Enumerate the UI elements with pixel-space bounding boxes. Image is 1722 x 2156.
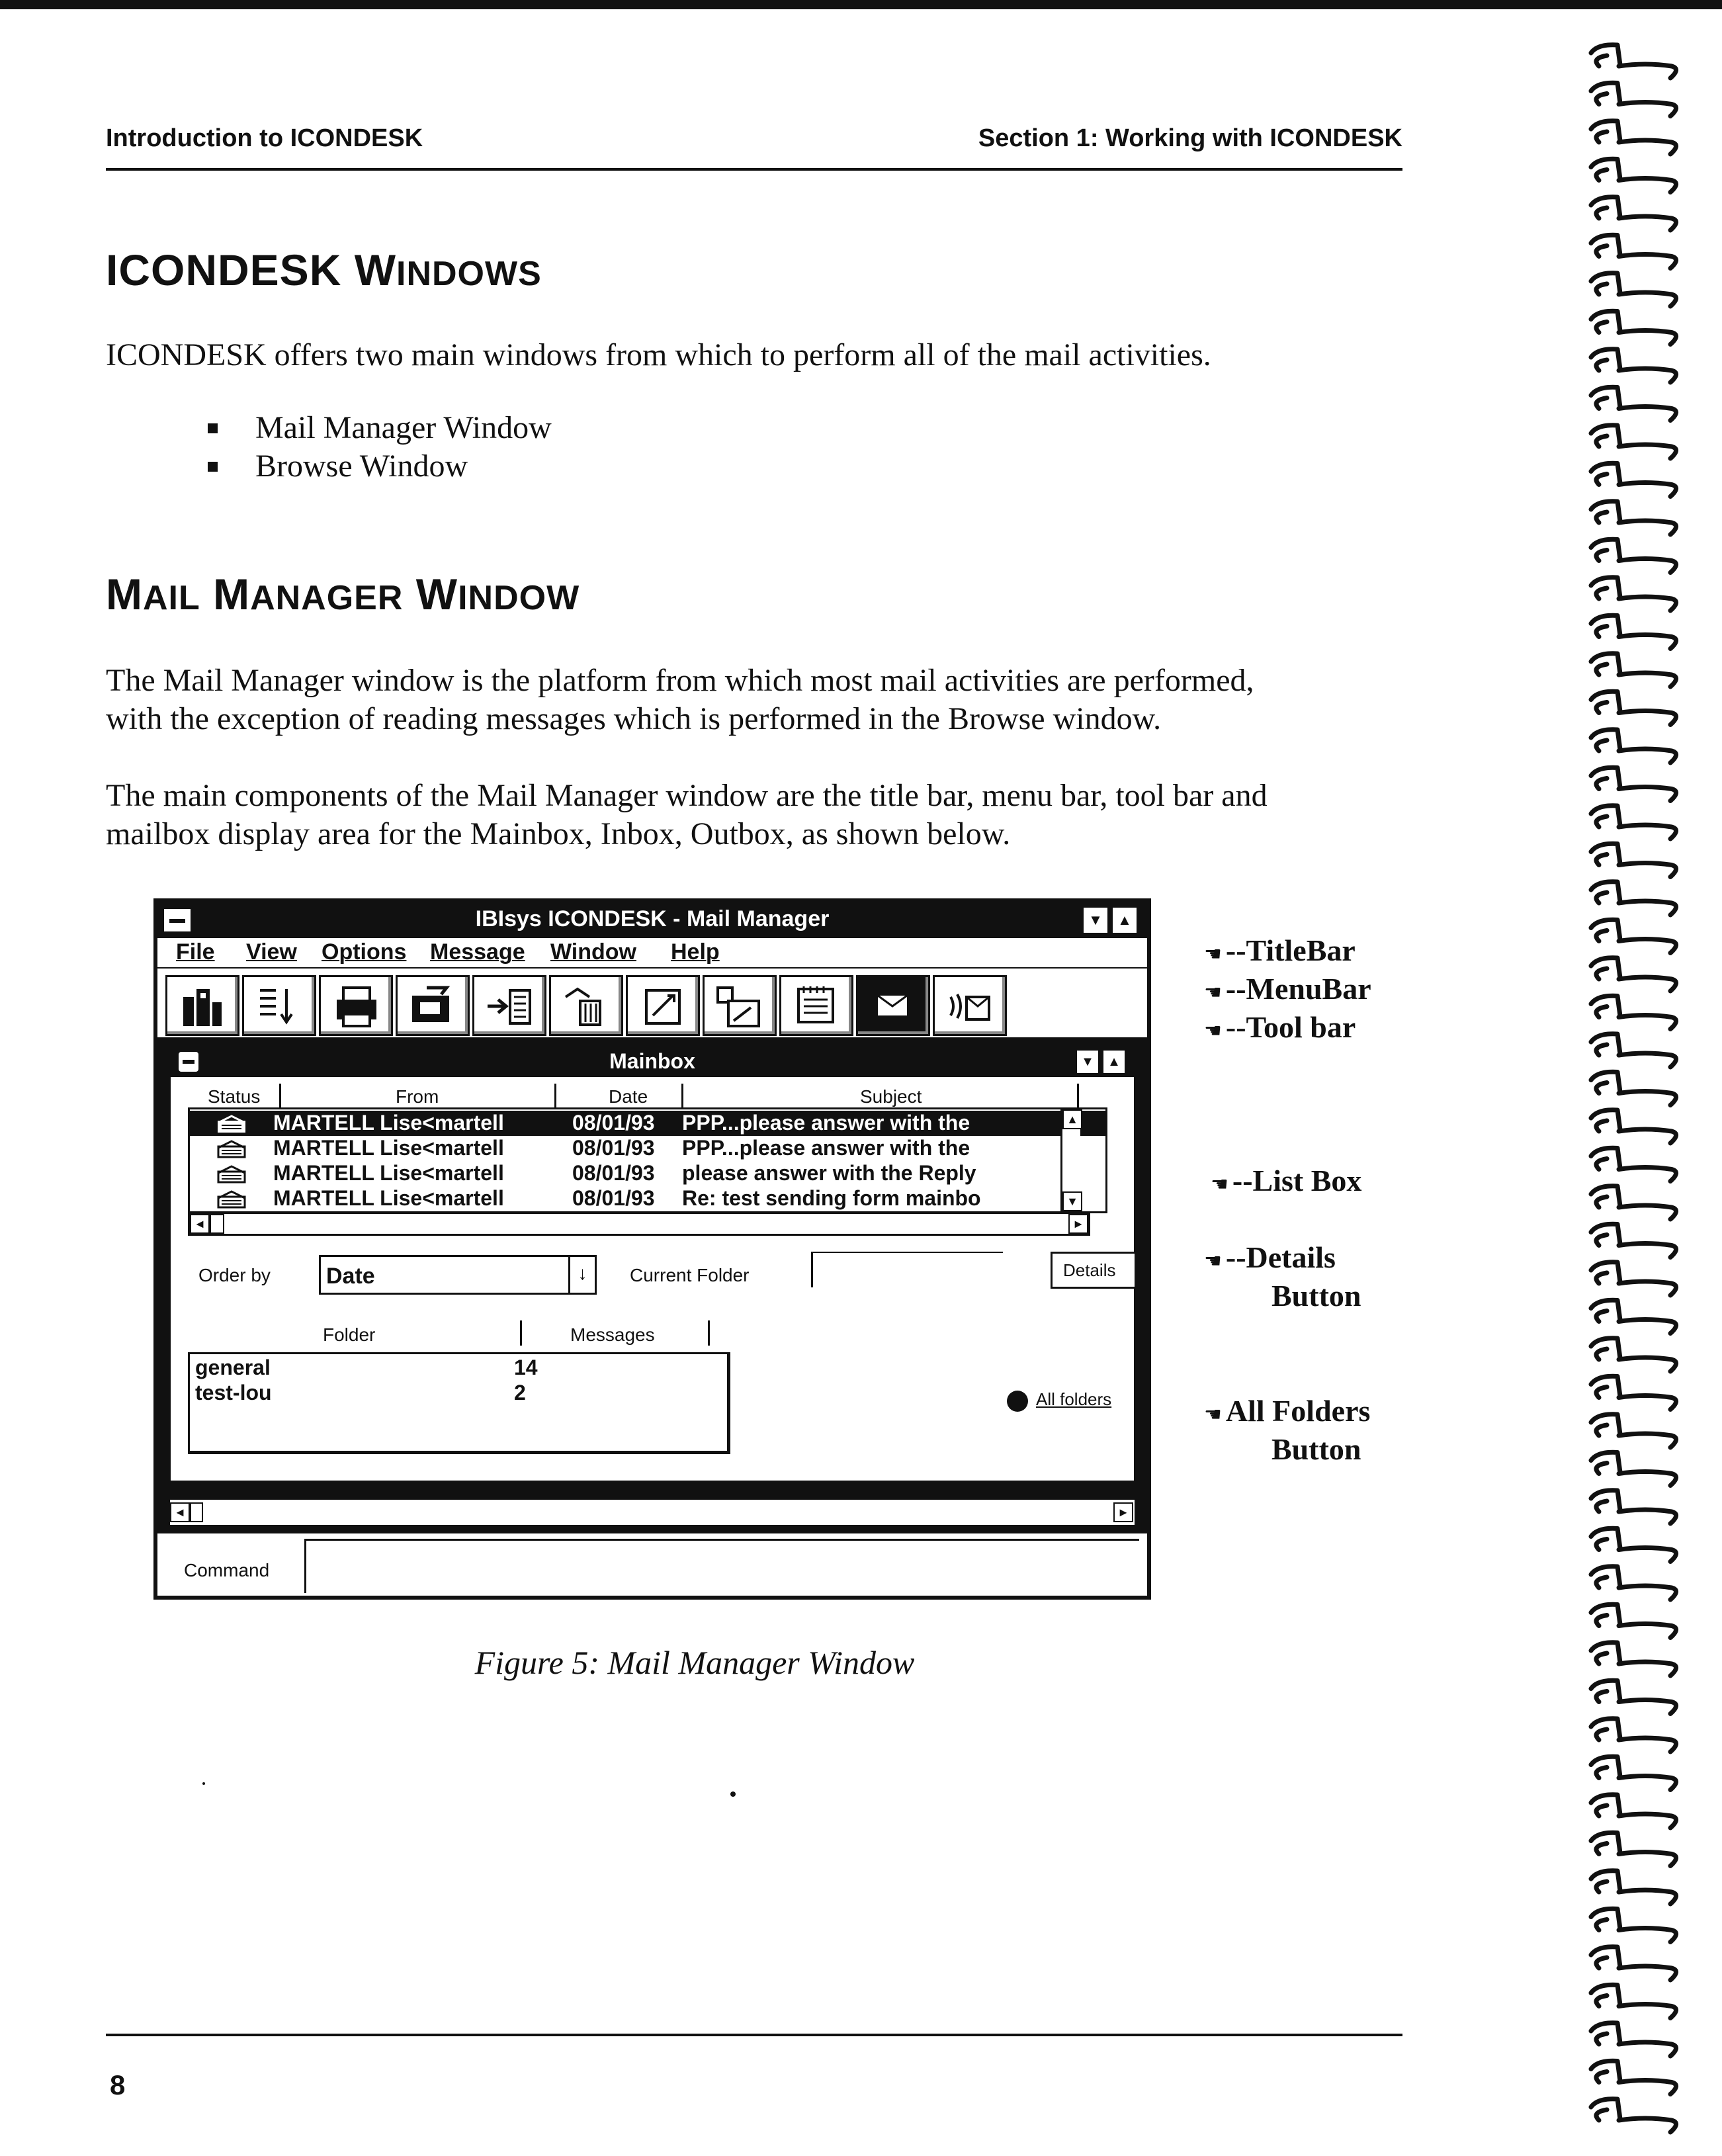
list-vertical-scrollbar[interactable] <box>1060 1109 1080 1213</box>
paragraph-line: The Mail Manager window is the platform from which most mail activities are performed, <box>106 663 1254 698</box>
header-right: Section 1: Working with ICONDESK <box>978 124 1402 152</box>
column-divider <box>1077 1084 1079 1109</box>
minimize-icon[interactable]: ▼ <box>1076 1049 1099 1074</box>
list-item <box>198 447 552 486</box>
details-button[interactable]: Details <box>1051 1252 1137 1289</box>
column-divider <box>554 1084 556 1109</box>
tool-bar <box>157 967 1147 1040</box>
maximize-icon[interactable]: ▲ <box>1102 1049 1126 1074</box>
figure-caption: Figure 5: Mail Manager Window <box>474 1644 915 1681</box>
mail-manager-window <box>153 898 1151 1600</box>
command-input[interactable] <box>304 1539 1139 1593</box>
message-subject: please answer with the Reply <box>682 1161 976 1185</box>
table-row[interactable] <box>190 1161 1105 1186</box>
spiral-coil <box>1591 843 1676 877</box>
spiral-coil <box>1591 1795 1676 1828</box>
spiral-coil <box>1591 1034 1676 1067</box>
spiral-coil <box>1591 691 1676 724</box>
maximize-icon[interactable]: ▲ <box>1111 906 1138 934</box>
spiral-coil <box>1591 1262 1676 1295</box>
spiral-coil <box>1591 1871 1676 1904</box>
message-date: 08/01/93 <box>572 1161 655 1185</box>
scroll-thumb[interactable] <box>190 1502 203 1522</box>
message-list-box[interactable] <box>188 1107 1107 1213</box>
column-header-from[interactable]: From <box>396 1086 439 1107</box>
callout-details: ☚ --Details <box>1204 1240 1336 1274</box>
spiral-coil <box>1591 1186 1676 1219</box>
column-header-date[interactable]: Date <box>609 1086 648 1107</box>
menu-bar <box>157 938 1147 967</box>
column-divider <box>681 1084 683 1109</box>
message-from: MARTELL Lise<martell <box>273 1111 504 1135</box>
section-title-icondesk-windows: ICONDESK WINDOWS <box>106 245 542 294</box>
spiral-coil <box>1591 387 1676 420</box>
menu-options[interactable]: Options <box>322 939 407 965</box>
column-divider <box>708 1320 710 1346</box>
speck <box>202 1782 205 1785</box>
table-row[interactable] <box>190 1136 1105 1161</box>
pointing-hand-icon: ☚ <box>1204 981 1222 1004</box>
list-item <box>198 409 552 447</box>
message-from: MARTELL Lise<martell <box>273 1161 504 1185</box>
send-icon[interactable] <box>396 975 470 1036</box>
spiral-coil <box>1591 539 1676 572</box>
spiral-coil <box>1591 83 1676 116</box>
spiral-coil <box>1591 1528 1676 1561</box>
message-from: MARTELL Lise<martell <box>273 1136 504 1160</box>
spiral-coil <box>1591 2023 1676 2056</box>
spiral-coil <box>1591 121 1676 154</box>
spiral-coil <box>1591 1680 1676 1713</box>
order-by-label: Order by <box>198 1265 271 1285</box>
menu-view[interactable]: View <box>246 939 297 965</box>
spiral-coil <box>1591 501 1676 535</box>
message-from: MARTELL Lise<martell <box>273 1186 504 1210</box>
list-horizontal-scrollbar[interactable] <box>188 1212 1090 1236</box>
spiral-coil <box>1591 2099 1676 2132</box>
spiral-coil <box>1591 1490 1676 1524</box>
spiral-coil <box>1591 1148 1676 1181</box>
spiral-coil <box>1591 1604 1676 1637</box>
folder-count: 14 <box>514 1356 538 1379</box>
menu-message[interactable]: Message <box>430 939 525 965</box>
spiral-coil <box>1591 235 1676 268</box>
copy-icon[interactable] <box>703 975 777 1036</box>
spiral-coil <box>1591 882 1676 915</box>
table-row[interactable] <box>190 1186 1105 1211</box>
list-item-label: Browse Window <box>255 449 468 484</box>
mainbox-title: Mainbox <box>609 1049 695 1073</box>
pointing-hand-icon: ☚ <box>1211 1173 1228 1196</box>
spiral-coil <box>1591 996 1676 1029</box>
intro-paragraph: ICONDESK offers two main windows from which to perform all of the mail activities. <box>106 337 1211 372</box>
all-folders-radio[interactable] <box>1007 1391 1028 1412</box>
spiral-coil <box>1591 425 1676 458</box>
paragraph-line: mailbox display area for the Mainbox, Inbox, Outbox, as shown below. <box>106 816 1011 851</box>
column-header-status[interactable]: Status <box>208 1086 261 1107</box>
spiral-coil <box>1591 1300 1676 1333</box>
scroll-down-icon[interactable]: ▼ <box>1062 1191 1082 1211</box>
current-folder-field[interactable] <box>811 1252 1003 1287</box>
paragraph-line: The main components of the Mail Manager window are the title bar, menu bar, tool bar and <box>106 778 1268 813</box>
order-by-dropdown[interactable] <box>319 1255 597 1295</box>
current-folder-label: Current Folder <box>630 1265 750 1285</box>
callout-all-folders: ☚ All Folders <box>1204 1394 1371 1428</box>
folder-name[interactable]: general <box>195 1356 271 1379</box>
spiral-coil <box>1591 730 1676 763</box>
spiral-coil <box>1591 463 1676 496</box>
folder-count: 2 <box>514 1381 526 1404</box>
pointing-hand-icon: ☚ <box>1204 943 1222 966</box>
window-list <box>198 409 552 486</box>
scroll-right-icon[interactable]: ► <box>1068 1214 1088 1234</box>
envelope-icon <box>216 1189 247 1213</box>
sort-icon[interactable] <box>242 975 316 1036</box>
menu-help[interactable]: Help <box>671 939 720 965</box>
spiral-coil <box>1591 1110 1676 1143</box>
column-divider <box>279 1084 281 1109</box>
page-top-edge <box>0 0 1722 9</box>
command-label: Command <box>184 1560 270 1580</box>
callout-details-line2: Button <box>1271 1279 1361 1313</box>
spiral-coil <box>1591 578 1676 611</box>
spiral-coil <box>1591 920 1676 953</box>
window-title: IBIsys ICONDESK - Mail Manager <box>475 906 830 931</box>
section-title-mail-manager-window: MAIL MANAGER WINDOW <box>106 570 580 619</box>
bullet-icon <box>208 462 218 472</box>
spiral-coil <box>1591 654 1676 687</box>
spiral-coil <box>1591 1756 1676 1789</box>
callout-menubar: ☚ --MenuBar <box>1204 972 1371 1006</box>
spiral-coil <box>1591 1909 1676 1942</box>
envelope-icon <box>216 1139 247 1164</box>
mainbox-window <box>168 1044 1137 1483</box>
spiral-coil <box>1591 615 1676 648</box>
paragraph-line: with the exception of reading messages which is performed in the Browse window. <box>106 701 1162 736</box>
scroll-left-icon[interactable]: ◄ <box>190 1214 210 1234</box>
footer-rule <box>106 2034 1402 2036</box>
spiral-coil <box>1591 1376 1676 1409</box>
message-date: 08/01/93 <box>572 1136 655 1160</box>
title-bar <box>157 902 1147 938</box>
spiral-coil <box>1591 1224 1676 1257</box>
all-folders-label[interactable]: All folders <box>1036 1389 1112 1409</box>
spiral-coil <box>1591 311 1676 344</box>
speck <box>730 1791 736 1797</box>
list-item-label: Mail Manager Window <box>255 410 552 445</box>
column-divider <box>520 1320 522 1346</box>
running-header <box>106 124 1402 165</box>
callout-toolbar: ☚ --Tool bar <box>1204 1010 1356 1044</box>
callout-listbox: ☚ --List Box <box>1211 1164 1362 1197</box>
mainbox-title-bar <box>171 1047 1134 1077</box>
header-left: Introduction to ICONDESK <box>106 124 423 152</box>
order-by-value: Date <box>326 1264 375 1289</box>
spiral-coil <box>1591 159 1676 192</box>
callout-titlebar: ☚ --TitleBar <box>1204 933 1356 967</box>
spiral-coil <box>1591 1414 1676 1447</box>
spiral-coil <box>1591 1567 1676 1600</box>
scroll-thumb[interactable] <box>210 1214 224 1234</box>
edit-icon[interactable] <box>626 975 700 1036</box>
command-bar <box>157 1531 1147 1596</box>
scroll-up-icon[interactable]: ▲ <box>1062 1109 1082 1129</box>
spiral-coil <box>1591 1719 1676 1752</box>
forward-icon[interactable] <box>472 975 546 1036</box>
menu-window[interactable]: Window <box>550 939 636 965</box>
spiral-coil <box>1591 2061 1676 2094</box>
spiral-coil <box>1591 767 1676 800</box>
message-date: 08/01/93 <box>572 1186 655 1210</box>
spiral-coil <box>1591 806 1676 839</box>
page-number: 8 <box>110 2069 126 2100</box>
column-header-folder[interactable]: Folder <box>323 1324 376 1345</box>
folder-list-box[interactable] <box>188 1352 730 1454</box>
message-subject: PPP...please answer with the <box>682 1111 970 1135</box>
header-rule <box>106 168 1402 171</box>
column-header-messages[interactable]: Messages <box>570 1324 655 1345</box>
bullet-icon <box>208 423 218 433</box>
chevron-down-icon[interactable]: ↓ <box>568 1257 595 1293</box>
message-subject: Re: test sending form mainbo <box>682 1186 981 1210</box>
window-horizontal-scrollbar[interactable] <box>168 1498 1137 1527</box>
spiral-coil <box>1591 1947 1676 1980</box>
spiral-coil <box>1591 45 1676 78</box>
spiral-coil <box>1591 349 1676 382</box>
spiral-coil <box>1591 197 1676 230</box>
pointing-hand-icon: ☚ <box>1204 1019 1222 1043</box>
scroll-left-icon[interactable]: ◄ <box>170 1502 190 1522</box>
spiral-coil <box>1591 1643 1676 1676</box>
broadcast-icon[interactable] <box>933 975 1007 1036</box>
spiral-coil <box>1591 958 1676 991</box>
spiral-coil <box>1591 1338 1676 1371</box>
scroll-right-icon[interactable]: ► <box>1113 1502 1133 1522</box>
folder-name[interactable]: test-lou <box>195 1381 272 1404</box>
spiral-coil <box>1591 273 1676 306</box>
spiral-binding <box>1578 26 1710 2143</box>
spiral-coil <box>1591 1452 1676 1485</box>
print-icon[interactable] <box>319 975 393 1036</box>
envelope-icon <box>216 1164 247 1189</box>
pointing-hand-icon: ☚ <box>1204 1250 1222 1273</box>
spiral-coil <box>1591 1985 1676 2018</box>
table-row[interactable] <box>190 1111 1105 1136</box>
spiral-coil <box>1591 1833 1676 1866</box>
spiral-coil <box>1591 1072 1676 1105</box>
mail-open-icon[interactable] <box>856 975 930 1036</box>
pointing-hand-icon: ☚ <box>1204 1403 1222 1426</box>
callout-all-folders-line2: Button <box>1271 1432 1361 1466</box>
message-subject: PPP...please answer with the <box>682 1136 970 1160</box>
minimize-icon[interactable]: ▼ <box>1082 906 1109 934</box>
notepad-icon[interactable] <box>779 975 853 1036</box>
building-icon[interactable] <box>165 975 239 1036</box>
column-header-subject[interactable]: Subject <box>860 1086 922 1107</box>
menu-file[interactable]: File <box>176 939 215 965</box>
envelope-icon <box>216 1113 247 1139</box>
delete-icon[interactable] <box>549 975 623 1036</box>
message-date: 08/01/93 <box>572 1111 655 1135</box>
